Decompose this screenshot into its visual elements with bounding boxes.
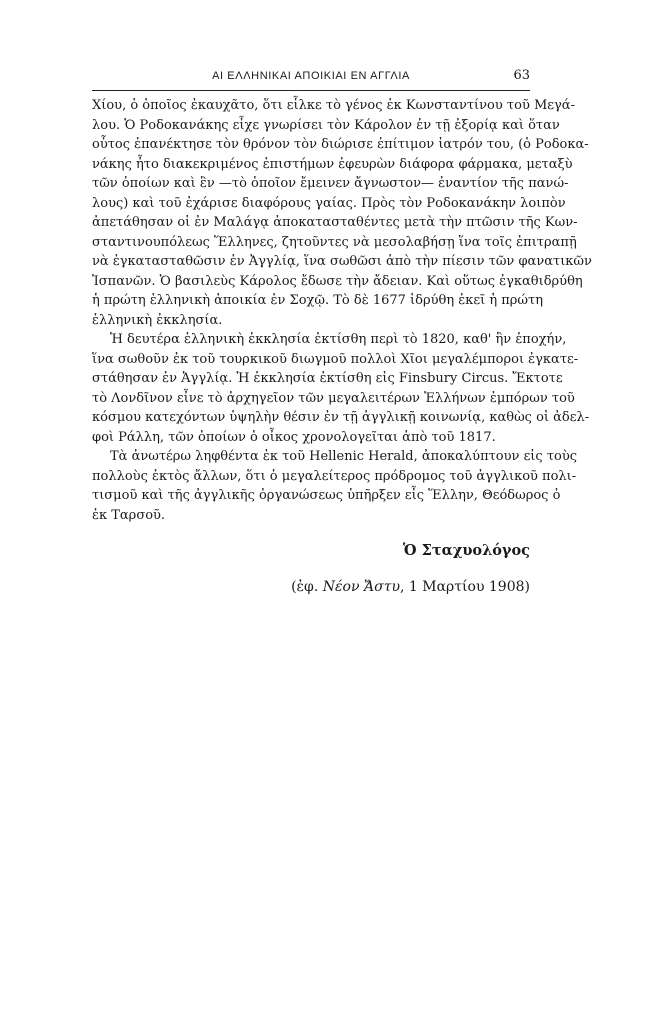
source-journal: Νέον Ἄστυ	[322, 579, 400, 595]
body-text	[92, 96, 592, 525]
text-line: ἀπετάθησαν οἱ ἐν Μαλάγᾳ ἀποκατασταθέντες μετὰ τὴν πτῶσιν τῆς Κων-	[92, 215, 578, 230]
paragraph-start-line: Τὰ ἀνωτέρω ληφθέντα ἐκ τοῦ Hellenic Herald, ἀποκαλύπτουν εἰς τοὺς	[110, 449, 578, 464]
source-prefix: (ἐφ.	[291, 579, 323, 595]
text-line: ἐκ Ταρσοῦ.	[92, 507, 166, 523]
text-line: σταντινουπόλεως Ἕλληνες, ζητοῦντες νὰ μεσολαβήσῃ ἵνα τοῖς ἐπιτραπῇ	[92, 234, 577, 250]
text-line: στάθησαν ἐν Ἀγγλίᾳ. Ἡ ἐκκλησία ἐκτίσθη εἰς Finsbury Circus. Ἔκτοτε	[92, 371, 563, 386]
source-citation	[291, 579, 530, 595]
text-line: τῶν ὁποίων καὶ ἓν —τὸ ὁποῖον ἔμεινεν ἄγνωστον— ἐναντίον τῆς πανώ-	[92, 176, 569, 191]
author-signature: Ὁ Σταχυολόγος	[403, 542, 530, 559]
text-line: νὰ ἐγκατασταθῶσιν ἐν Ἀγγλίᾳ, ἵνα σωθῶσι ἀπὸ τὴν πίεσιν τῶν φανατικῶν	[92, 254, 592, 269]
text-line: λου. Ὁ Ροδοκανάκης εἶχε γνωρίσει τὸν Κάρολον ἐν τῇ ἐξορίᾳ καὶ ὅταν	[92, 117, 560, 133]
text-line: ἡ πρώτη ἑλληνικὴ ἀποικία ἐν Σοχῷ. Τὸ δὲ 1677 ἱδρύθη ἐκεῖ ἡ πρώτη	[92, 293, 544, 308]
page-number: 63	[513, 68, 530, 83]
text-line: λους) καὶ τοῦ ἐχάρισε διαφόρους γαίας. Πρὸς τὸν Ροδοκανάκην λοιπὸν	[92, 195, 566, 211]
text-line: Χίου, ὁ ὁποῖος ἐκαυχᾶτο, ὅτι εἷλκε τὸ γένος ἐκ Κωνσταντίνου τοῦ Μεγά-	[92, 98, 575, 113]
text-line: τὸ Λονδῖνον εἶνε τὸ ἀρχηγεῖον τῶν μεγαλειτέρων Ἑλλήνων ἐμπόρων τοῦ	[92, 390, 575, 406]
running-header	[92, 66, 530, 91]
text-line: ἵνα σωθοῦν ἐκ τοῦ τουρκικοῦ διωγμοῦ πολλοὶ Χῖοι μεγαλέμποροι ἐγκατε-	[92, 351, 579, 367]
source-date: , 1 Μαρτίου 1908)	[400, 579, 530, 595]
text-line: νάκης ἦτο διακεκριμένος ἐπιστήμων ἐφευρὼν διάφορα φάρμακα, μεταξὺ	[92, 156, 573, 172]
paragraph-start-line: Ἡ δευτέρα ἑλληνικὴ ἐκκλησία ἐκτίσθη περὶ τὸ 1820, καθ' ἣν ἐποχήν,	[110, 332, 567, 347]
text-line: τισμοῦ καὶ τῆς ἀγγλικῆς ὀργανώσεως ὑπῆρξεν εἷς Ἕλλην, Θεόδωρος ὁ	[92, 488, 561, 503]
text-line: ἑλληνικὴ ἐκκλησία.	[92, 312, 223, 328]
text-line: Ἰσπανῶν. Ὁ βασιλεὺς Κάρολος ἔδωσε τὴν ἄδειαν. Καὶ οὕτως ἐγκαθιδρύθη	[92, 273, 583, 289]
text-line: πολλοὺς ἐκτὸς ἄλλων, ὅτι ὁ μεγαλείτερος πρόδρομος τοῦ ἀγγλικοῦ πολι-	[92, 468, 577, 484]
text-line: οὗτος ἐπανέκτησε τὸν θρόνον τὸν διώρισε ἐπίτιμον ἰατρόν του, (ὁ Ροδοκα-	[92, 137, 589, 152]
text-line: φοὶ Ράλλη, τῶν ὁποίων ὁ οἶκος χρονολογεῖται ἀπὸ τοῦ 1817.	[92, 429, 496, 445]
text-line: κόσμου κατεχόντων ὑψηλὴν θέσιν ἐν τῇ ἀγγλικῇ κοινωνίᾳ, καθὼς οἱ ἀδελ-	[92, 410, 590, 425]
running-title: ΑΙ ΕΛΛΗΝΙΚΑΙ ΑΠΟΙΚΙΑΙ ΕΝ ΑΓΓΛΙΑ	[212, 70, 410, 82]
